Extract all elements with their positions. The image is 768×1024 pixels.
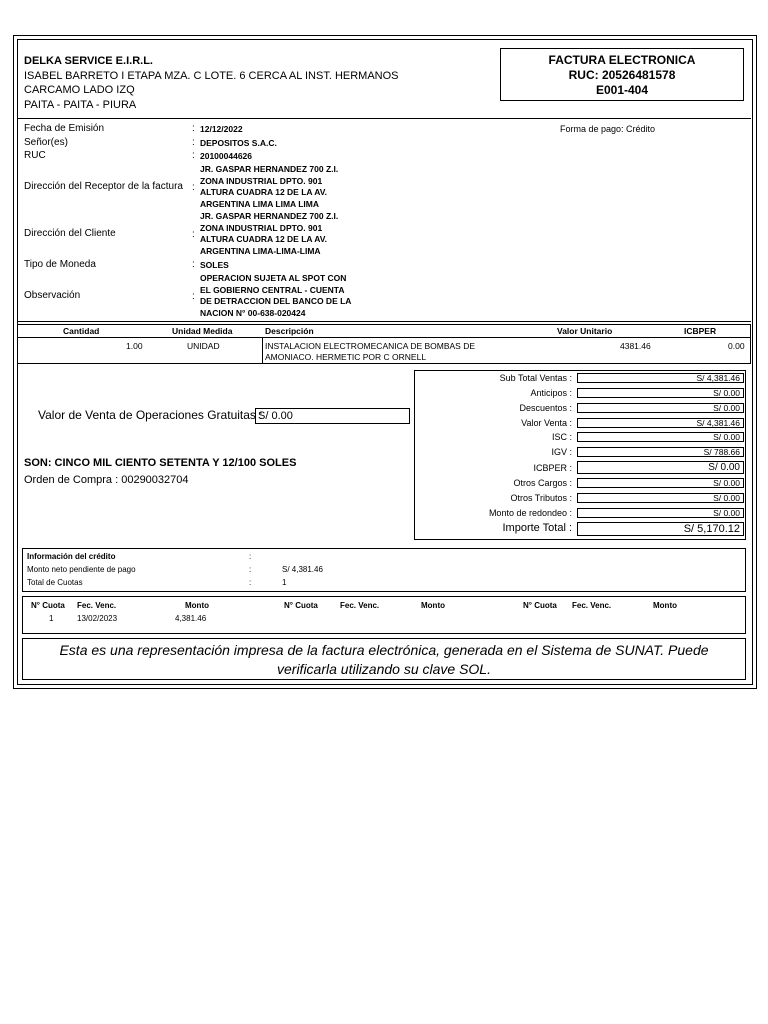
cuota-monto: 4,381.46: [175, 614, 207, 623]
colon: :: [192, 229, 195, 240]
cuota-number: 1: [49, 614, 54, 623]
credit-monto-label: Monto neto pendiente de pago: [27, 565, 136, 574]
total-label: Monto de redondeo :: [488, 508, 572, 518]
document-number: E001-404: [595, 83, 649, 97]
dir-receptor-line: JR. GASPAR HERNANDEZ 700 Z.I.: [200, 164, 339, 174]
total-label: ICBPER :: [533, 463, 572, 473]
orden-compra: Orden de Compra : 00290032704: [24, 474, 189, 486]
issuer-name: DELKA SERVICE E.I.R.L.: [24, 55, 153, 67]
cuota-header: N° Cuota: [31, 601, 65, 610]
colon: :: [192, 291, 195, 302]
dir-receptor-line: ZONA INDUSTRIAL DPTO. 901: [200, 175, 323, 186]
cuota-header: Fec. Venc.: [77, 601, 117, 610]
item-valor-unitario: 4381.46: [620, 341, 651, 351]
item-unidad: UNIDAD: [187, 341, 220, 351]
footer-note: [22, 638, 746, 680]
dir-cliente-line: ZONA INDUSTRIAL DPTO. 901: [200, 222, 323, 233]
colon: :: [249, 565, 252, 574]
total-value: S/ 4,381.46: [577, 418, 744, 428]
credit-cuotas-label: Total de Cuotas: [27, 578, 83, 587]
total-label: Anticipos :: [530, 388, 572, 398]
cuota-header: Fec. Venc.: [572, 601, 612, 610]
ruc-value: 20100044626: [200, 151, 253, 161]
document-type: FACTURA ELECTRONICA: [548, 53, 696, 67]
fecha-value: 12/12/2022: [200, 124, 243, 134]
observacion-line: OPERACION SUJETA AL SPOT CON: [200, 273, 347, 283]
total-value: S/ 0.00: [577, 388, 744, 398]
total-label: Otros Tributos :: [510, 493, 572, 503]
column-divider: [262, 337, 263, 364]
dir-receptor-value: [200, 164, 338, 210]
total-value: S/ 0.00: [577, 461, 744, 474]
dir-receptor-line: ARGENTINA LIMA LIMA LIMA: [200, 198, 319, 209]
total-label: Valor Venta :: [521, 418, 572, 428]
importe-total-label: Importe Total :: [502, 522, 572, 534]
dir-cliente-label: Dirección del Cliente: [24, 228, 116, 239]
item-descripcion: [265, 341, 475, 362]
colon: :: [192, 137, 195, 148]
total-value: S/ 0.00: [577, 432, 744, 442]
header-icbper: ICBPER: [684, 326, 717, 336]
issuer-address-3: PAITA - PAITA - PIURA: [24, 98, 137, 111]
document-ruc: RUC: 20526481578: [568, 68, 676, 82]
observacion-line: DE DETRACCION DEL BANCO DE LA: [200, 296, 352, 306]
gratuitas-value: S/ 0.00: [255, 408, 410, 424]
total-value: S/ 4,381.46: [577, 373, 744, 383]
importe-total-value: S/ 5,170.12: [577, 522, 744, 536]
dir-cliente-line: ARGENTINA LIMA-LIMA-LIMA: [200, 245, 321, 256]
items-header-divider: [17, 337, 751, 338]
total-label: Sub Total Ventas :: [499, 373, 572, 383]
issuer-address-1: ISABEL BARRETO I ETAPA MZA. C LOTE. 6 CERCA AL INST. HERMANOS: [24, 69, 399, 82]
credit-title: Información del crédito: [27, 552, 116, 561]
cuota-header: Monto: [421, 601, 445, 610]
header-descripcion: Descripción: [265, 326, 314, 336]
cuota-header: N° Cuota: [523, 601, 557, 610]
ruc-label: RUC: [24, 150, 46, 161]
dir-cliente-value: [200, 211, 338, 257]
senor-value: DEPOSITOS S.A.C.: [200, 138, 277, 148]
item-descripcion-line: AMONIACO. HERMETIC POR C ORNELL: [265, 351, 427, 362]
total-value: S/ 0.00: [577, 493, 744, 503]
total-value: S/ 0.00: [577, 508, 744, 518]
cuota-header: Fec. Venc.: [340, 601, 380, 610]
footer-line: verificarla utilizando su clave SOL.: [277, 661, 491, 677]
header-cantidad: Cantidad: [63, 326, 100, 336]
issuer-address-2: CARCAMO LADO IZQ: [24, 84, 135, 96]
dir-cliente-line: JR. GASPAR HERNANDEZ 700 Z.I.: [200, 211, 339, 221]
total-value: S/ 0.00: [577, 478, 744, 488]
forma-pago: Forma de pago: Crédito: [560, 124, 656, 134]
observacion-value: [200, 273, 351, 319]
total-value: S/ 0.00: [577, 403, 744, 413]
observacion-line: NACION N° 00-638-020424: [200, 307, 306, 318]
colon: :: [249, 552, 252, 561]
fecha-label: Fecha de Emisión: [24, 123, 105, 134]
table-border: [750, 324, 751, 364]
colon: :: [192, 150, 195, 161]
separator: [17, 118, 751, 119]
total-value: S/ 788.66: [577, 447, 744, 457]
total-label: Descuentos :: [519, 403, 572, 413]
colon: :: [192, 182, 195, 193]
colon: :: [249, 578, 252, 587]
issuer-block: [24, 54, 399, 112]
item-icbper: 0.00: [728, 341, 745, 351]
document-box: [500, 48, 744, 101]
dir-receptor-line: ALTURA CUADRA 12 DE LA AV.: [200, 187, 328, 197]
table-border: [17, 324, 18, 364]
son-text: SON: CINCO MIL CIENTO SETENTA Y 12/100 SOLES: [24, 457, 297, 469]
observacion-label: Observación: [24, 290, 81, 301]
gratuitas-label: Valor de Venta de Operaciones Gratuitas :: [38, 408, 263, 422]
colon: :: [192, 123, 195, 134]
cuota-header: Monto: [185, 601, 209, 610]
colon: :: [192, 259, 195, 270]
item-cantidad: 1.00: [126, 341, 143, 351]
cuota-header: Monto: [653, 601, 677, 610]
header-unidad: Unidad Medida: [172, 326, 233, 336]
credit-monto-value: S/ 4,381.46: [282, 565, 323, 574]
observacion-line: EL GOBIERNO CENTRAL - CUENTA: [200, 284, 345, 295]
total-label: IGV :: [551, 447, 572, 457]
cuota-header: N° Cuota: [284, 601, 318, 610]
cuotas-box: [22, 596, 746, 634]
total-label: Otros Cargos :: [513, 478, 572, 488]
footer-line: Esta es una representación impresa de la factura electrónica, generada en el Sistema de SUNAT. Puede: [59, 642, 709, 658]
credit-cuotas-value: 1: [282, 578, 287, 587]
item-descripcion-line: INSTALACION ELECTROMECANICA DE BOMBAS DE: [265, 341, 476, 351]
dir-cliente-line: ALTURA CUADRA 12 DE LA AV.: [200, 234, 328, 244]
moneda-value: SOLES: [200, 260, 229, 270]
header-valor-unitario: Valor Unitario: [557, 326, 613, 336]
senor-label: Señor(es): [24, 137, 68, 148]
moneda-label: Tipo de Moneda: [24, 259, 96, 270]
cuota-fecha: 13/02/2023: [77, 614, 118, 623]
total-label: ISC :: [551, 432, 572, 442]
separator: [17, 321, 751, 322]
dir-receptor-label: Dirección del Receptor de la factura: [24, 181, 183, 192]
